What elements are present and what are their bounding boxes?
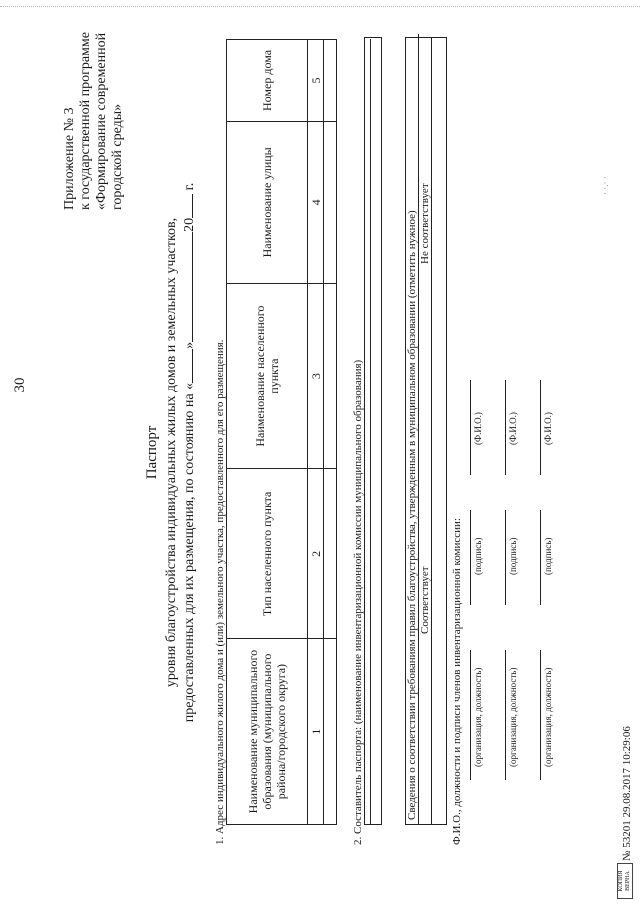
document-title: Паспорт	[144, 425, 160, 480]
appendix-note	[62, 0, 126, 210]
header-cell: Наименование муниципального образования (муниципального района/городского округа)	[227, 639, 308, 825]
empty-cell	[324, 40, 337, 122]
signature-line	[505, 510, 506, 605]
option-complies: Соответствует	[419, 566, 431, 634]
empty-cell	[324, 639, 337, 825]
date-blank	[192, 232, 193, 342]
section-2-label: 2. Составитель паспорта: (наименование инвентаризационной комиссии муниципального образования)	[352, 359, 364, 845]
signatures-title: Ф.И.О., должности и подписи членов инвентаризационной комиссии:	[451, 518, 463, 845]
copy-stamp: КОПИЯ ВЕРНА	[617, 863, 633, 899]
name-label: (Ф.И.О.)	[508, 412, 518, 445]
address-table	[226, 39, 337, 825]
number-cell: 5	[308, 40, 324, 122]
table-number-row	[308, 40, 324, 825]
header-cell: Тип населенного пункта	[227, 469, 308, 639]
table-header-row	[227, 40, 308, 825]
document-date-line	[182, 0, 198, 905]
registration-number: № 53201 29.08.2017 10:29:06	[621, 726, 633, 861]
signature-line	[505, 380, 506, 475]
signature-line	[540, 650, 541, 780]
appendix-line: Приложение № 3	[62, 107, 77, 210]
signature-line	[540, 510, 541, 605]
name-label: (Ф.И.О.)	[473, 412, 483, 445]
sign-label: (подпись)	[473, 537, 483, 575]
signature-line	[540, 380, 541, 475]
date-year: 20	[182, 217, 197, 232]
empty-cell	[324, 469, 337, 639]
signature-line	[470, 380, 471, 475]
number-cell: 3	[308, 283, 324, 469]
signature-line	[470, 650, 471, 780]
empty-cell	[324, 121, 337, 283]
number-cell: 4	[308, 121, 324, 283]
date-quote: »	[182, 341, 197, 349]
compliance-table	[405, 37, 447, 825]
org-label: (организация, должность)	[508, 667, 518, 767]
page-number: 30	[12, 377, 28, 393]
appendix-line: городской среды»	[110, 103, 125, 210]
compliance-header: Сведения о соответствии требованиям правил благоустройства, утвержденным в муниципальном образовании (отметить нужное)	[406, 34, 419, 824]
table-empty-row	[324, 40, 337, 825]
appendix-line: к государственной программе	[78, 32, 93, 210]
name-label: (Ф.И.О.)	[543, 412, 553, 445]
date-blank	[192, 349, 193, 383]
sign-label: (подпись)	[508, 537, 518, 575]
option-not-complies: Не соответствует	[419, 183, 431, 264]
appendix-line: «Формирование современной	[94, 32, 109, 210]
org-label: (организация, должность)	[543, 667, 553, 767]
date-blank	[192, 194, 193, 218]
org-label: (организация, должность)	[473, 667, 483, 767]
header-cell: Наименование улицы	[227, 121, 308, 283]
compliance-options	[419, 38, 432, 824]
date-suffix: г.	[182, 182, 197, 191]
header-cell: Номер дома	[227, 40, 308, 122]
number-cell: 2	[308, 469, 324, 639]
date-prefix: предоставленных для их размещения, по состоянию на «	[182, 382, 197, 723]
sign-label: (подпись)	[543, 537, 553, 575]
empty-cell	[324, 283, 337, 469]
signature-line	[470, 510, 471, 605]
section-1-label: 1. Адрес индивидуального жилого дома и (или) земельного участка, предоставленного для его размещения.	[214, 339, 226, 845]
document-subtitle: уровня благоустройства индивидуальных жилых домов и земельных участков,	[164, 217, 179, 688]
number-cell: 1	[308, 639, 324, 825]
header-cell: Наименование населенного пункта	[227, 283, 308, 469]
compiler-box-divider	[364, 39, 371, 825]
scan-mark: · ·.· ·	[600, 176, 610, 195]
signature-line	[505, 650, 506, 780]
